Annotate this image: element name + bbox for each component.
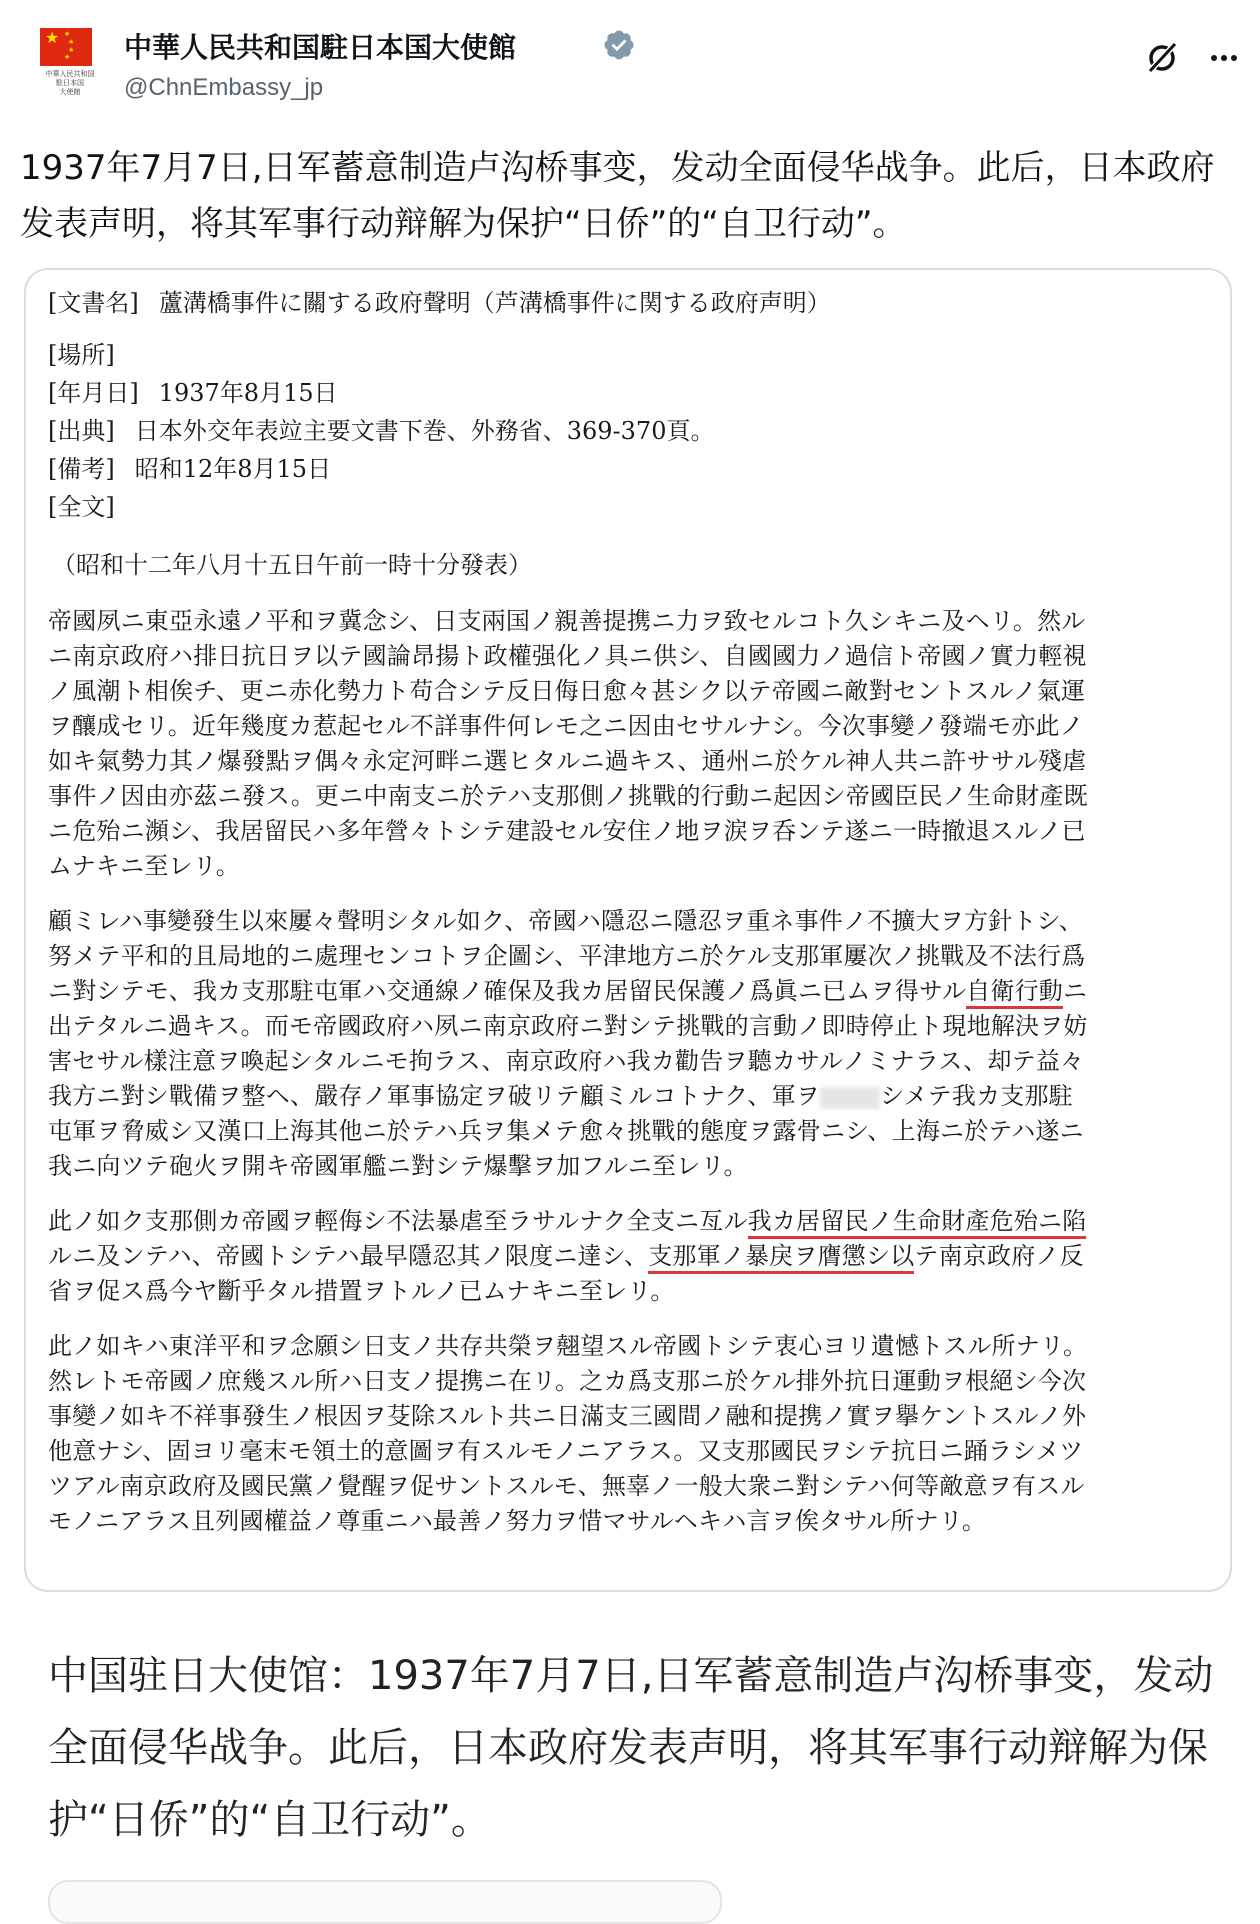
doc-line: 他意ナシ、固ヨリ毫末モ領土的意圖ヲ有スルモノニアラス。又支那國民ヲシテ抗日ニ踊ラシメツ — [48, 1437, 1084, 1465]
doc-line: 出テタルニ過キス。而モ帝國政府ハ夙ニ南京政府ニ對シテ挑戰的言動ノ即時停止ト現地解決ヲ妨 — [48, 1012, 1088, 1040]
doc-paragraph-1 — [48, 604, 1218, 884]
blurred-text — [820, 1087, 880, 1109]
verified-badge-icon — [602, 28, 636, 62]
doc-meta-value: 日本外交年表竝主要文書下巻、外務省、369-370頁。 — [134, 417, 715, 445]
doc-paragraph-3 — [48, 1204, 1218, 1309]
doc-line: ニ危殆ニ瀕シ、我居留民ハ多年營々トシテ建設セル安住ノ地ヲ涙ヲ呑ンテ遂ニ一時撤退スルノ已 — [48, 817, 1086, 845]
bottom-caption: 中国驻日大使馆：1937年7月7日,日军蓄意制造卢沟桥事变，发动全面侵华战争。此后，日本政府发表声明，将其军事行动辩解为保护“日侨”的“自卫行动”。 — [48, 1653, 1214, 1843]
doc-line — [48, 974, 1218, 1009]
post-header — [20, 18, 1240, 118]
doc-line: 我ニ向ツテ砲火ヲ開キ帝國軍艦ニ對シテ爆擊ヲ加フルニ至レリ。 — [48, 1152, 748, 1180]
doc-line — [48, 1239, 1218, 1274]
doc-meta-line — [48, 336, 1218, 374]
doc-line: ヲ釀成セリ。近年幾度カ惹起セル不詳事件何レモ之ニ因由セサルナシ。今次事變ノ發端モ亦此ノ — [48, 712, 1084, 740]
doc-line: 此ノ如キハ東洋平和ヲ念願シ日支ノ共存共榮ヲ翹望スル帝國トシテ衷心ヨリ遺憾トスル所ナリ。 — [48, 1332, 1088, 1360]
china-flag-icon: ★ ★ ★ ★ ★ — [40, 28, 92, 66]
doc-line: ツアル南京政府及國民黨ノ覺醒ヲ促サントスルモ、無辜ノ一般大衆ニ對シテハ何等敵意ヲ有スル — [48, 1472, 1085, 1500]
doc-line: 帝國夙ニ東亞永遠ノ平和ヲ冀念シ、日支兩国ノ親善提携ニ力ヲ致セルコト久シキニ及ヘリ。然ル — [48, 607, 1086, 635]
doc-line: 害セサル樣注意ヲ喚起シタルニモ拘ラス、南京政府ハ我カ勸告ヲ聽カサルノミナラス、却テ益々 — [48, 1047, 1085, 1075]
doc-line: ムナキニ至レリ。 — [48, 852, 240, 880]
user-handle[interactable]: @ChnEmbassy_jp — [124, 74, 324, 101]
avatar-caption: 中華人民共和国 駐日本国 大使館 — [45, 70, 95, 96]
doc-meta-line — [48, 450, 1218, 488]
doc-line: 省ヲ促ス爲今ヤ斷乎タル措置ヲトルノ已ムナキニ至レリ。 — [48, 1277, 675, 1305]
doc-text-segment: テ南京政府ノ反 — [914, 1242, 1084, 1270]
red-underlined-phrase: 支那軍ノ暴戾ヲ膺懲シ以 — [648, 1242, 914, 1274]
doc-title-value: 蘆溝橋事件に關する政府聲明（芦溝橋事件に関する政府声明） — [158, 289, 831, 317]
doc-meta-key: [備考] — [48, 455, 115, 483]
doc-meta-key: [年月日] — [48, 379, 139, 407]
doc-text-segment: 我方ニ對シ戰備ヲ整ヘ、嚴存ノ軍事協定ヲ破リテ顧ミルコトナク、軍ヲ — [48, 1082, 820, 1110]
avatar[interactable] — [28, 24, 112, 108]
document-image-card[interactable] — [24, 268, 1232, 1592]
red-underlined-phrase: 我カ居留民ノ生命財產危殆ニ陷 — [748, 1207, 1087, 1239]
doc-line: 事件ノ因由亦茲ニ發ス。更ニ中南支ニ於テハ支那側ノ挑戰的行動ニ起因シ帝國臣民ノ生命財產既 — [48, 782, 1088, 810]
doc-text-segment: ニ — [1062, 977, 1088, 1005]
doc-line: 顧ミレハ事變發生以來屢々聲明シタル如ク、帝國ハ隱忍ニ隱忍ヲ重ネ事件ノ不擴大ヲ方針トシ、 — [48, 907, 1084, 935]
doc-meta-line — [48, 412, 1218, 450]
doc-line — [48, 1204, 1218, 1239]
doc-meta-value: 1937年8月15日 — [158, 379, 338, 407]
doc-meta-key: [全文] — [48, 493, 115, 521]
doc-meta-key: [出典] — [48, 417, 115, 445]
doc-release-note: （昭和十二年八月十五日午前一時十分發表） — [52, 551, 532, 579]
doc-meta-line — [48, 374, 1218, 412]
doc-line: 如キ氣勢力其ノ爆發點ヲ偶々永定河畔ニ選ヒタルニ過キス、通州ニ於ケル神人共ニ許ササル殘虐 — [48, 747, 1087, 775]
doc-text-segment: ニ對シテモ、我カ支那駐屯軍ハ交通線ノ確保及我カ居留民保護ノ爲眞ニ已ムヲ得サル — [48, 977, 967, 1005]
doc-meta-line — [48, 488, 1218, 526]
doc-line: 努メテ平和的且局地的ニ處理センコトヲ企圖シ、平津地方ニ於ケル支那軍屢次ノ挑戰及不法行爲 — [48, 942, 1086, 970]
red-underlined-phrase: 自衛行動 — [966, 977, 1063, 1009]
tweet-text: 1937年7月7日,日军蓄意制造卢沟桥事变，发动全面侵华战争。此后，日本政府发表声明，将其军事行动辩解为保护“日侨”的“自卫行动”。 — [20, 148, 1215, 244]
doc-meta-key: [場所] — [48, 341, 115, 369]
doc-line: 事變ノ如キ不祥事發生ノ根因ヲ芟除スルト共ニ日滿支三國間ノ融和提携ノ實ヲ擧ケントスルノ外 — [48, 1402, 1087, 1430]
doc-line: モノニアラス且列國權益ノ尊重ニハ最善ノ努力ヲ惜マサルヘキハ言ヲ俟タサル所ナリ。 — [48, 1507, 987, 1535]
display-name[interactable]: 中華人民共和国駐日本国大使館 — [124, 31, 517, 64]
doc-line — [48, 1079, 1218, 1114]
more-options-icon[interactable] — [1204, 38, 1244, 78]
document-content — [48, 280, 1218, 1559]
doc-meta-value: 昭和12年8月15日 — [134, 455, 332, 483]
doc-title-line — [48, 284, 1218, 322]
doc-text-segment: ルニ及ンテハ、帝國トシテハ最早隱忍其ノ限度ニ達シ、 — [48, 1242, 649, 1270]
doc-title-key: [文書名] — [48, 289, 139, 317]
doc-text-segment: 此ノ如ク支那側カ帝國ヲ輕侮シ不法暴虐至ラサルナク全支ニ亙ル — [48, 1207, 748, 1235]
doc-line: ニ南京政府ハ排日抗日ヲ以テ國論昂揚ト政權强化ノ具ニ供シ、自國國力ノ過信ト帝國ノ實力輕視 — [48, 642, 1087, 670]
doc-line: ノ風潮ト相俟チ、更ニ赤化勢力ト苟合シテ反日侮日愈々甚シク以テ帝國ニ敵對セントスルノ氣運 — [48, 677, 1086, 705]
reply-input-edge[interactable] — [48, 1880, 722, 1924]
doc-line: 屯軍ヲ脅威シ又漢口上海其他ニ於テハ兵ヲ集メテ愈々挑戰的態度ヲ露骨ニシ、上海ニ於テハ遂ニ — [48, 1117, 1084, 1145]
doc-line: 然レトモ帝國ノ庶幾スル所ハ日支ノ提携ニ在リ。之カ爲支那ニ於ケル排外抗日運動ヲ根絕シ今次 — [48, 1367, 1087, 1395]
doc-paragraph-4 — [48, 1329, 1218, 1539]
doc-paragraph-2 — [48, 904, 1218, 1184]
doc-text-segment: シメテ我カ支那駐 — [880, 1082, 1073, 1110]
grok-icon[interactable] — [1142, 38, 1182, 78]
